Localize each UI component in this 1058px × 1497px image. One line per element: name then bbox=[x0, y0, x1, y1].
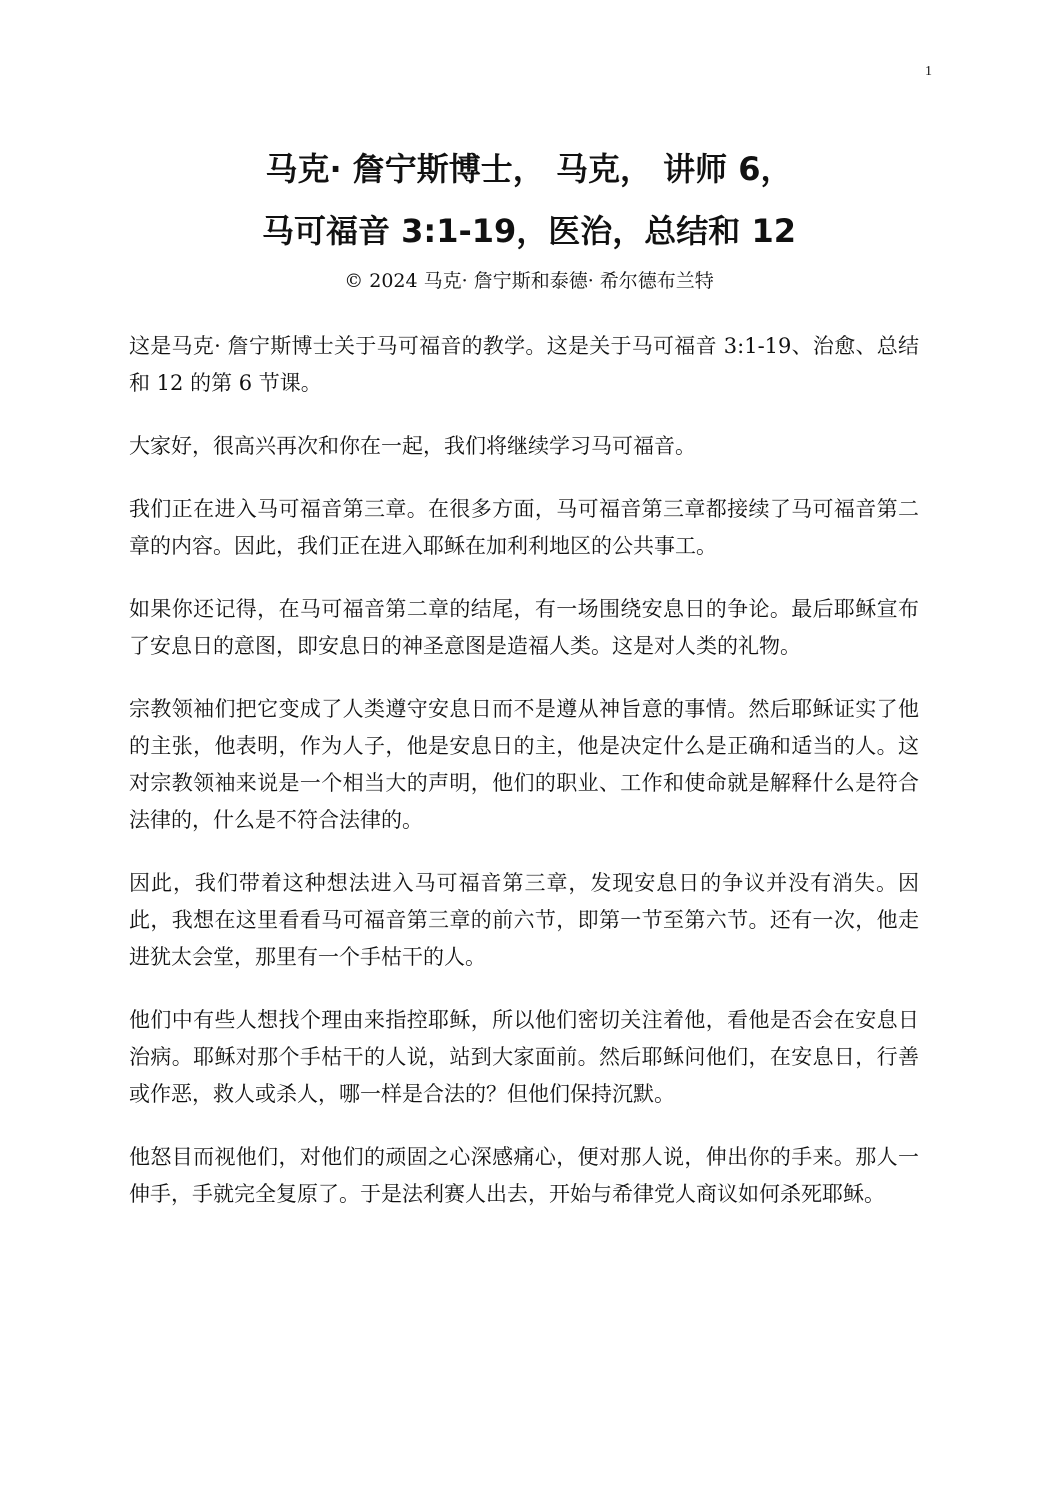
paragraph: 因此，我们带着这种想法进入马可福音第三章，发现安息日的争议并没有消失。因此，我想在这里看看马可福音第三章的前六节，即第一节至第六节。还有一次，他走进犹太会堂，那里有一个手枯干的人。 bbox=[129, 871, 919, 969]
paragraph: 如果你还记得，在马可福音第二章的结尾，有一场围绕安息日的争论。最后耶稣宣布了安息日的意图，即安息日的神圣意图是造福人类。这是对人类的礼物。 bbox=[129, 597, 919, 658]
copyright-notice: © 2024 马克· 詹宁斯和泰德· 希尔德布兰特 bbox=[344, 270, 714, 292]
paragraph: 他们中有些人想找个理由来指控耶稣，所以他们密切关注着他，看他是否会在安息日治病。耶稣对那个手枯干的人说，站到大家面前。然后耶稣问他们，在安息日，行善或作恶，救人或杀人，哪一样是合法的？但他们保持沉默。 bbox=[129, 1008, 919, 1106]
title-line-1: 马克· 詹宁斯博士， 马克， 讲师 6， bbox=[265, 150, 793, 188]
page-number: 1 bbox=[925, 64, 932, 79]
document-title bbox=[0, 138, 1058, 262]
paragraph: 宗教领袖们把它变成了人类遵守安息日而不是遵从神旨意的事情。然后耶稣证实了他的主张，他表明，作为人子，他是安息日的主，他是决定什么是正确和适当的人。这对宗教领袖来说是一个相当大的声明，他们的职业、工作和使命就是解释什么是符合法律的，什么是不符合法律的。 bbox=[129, 697, 919, 832]
body-text bbox=[129, 328, 919, 1239]
paragraph: 他怒目而视他们，对他们的顽固之心深感痛心，便对那人说，伸出你的手来。那人一伸手，手就完全复原了。于是法利赛人出去，开始与希律党人商议如何杀死耶稣。 bbox=[129, 1145, 919, 1206]
title-line-2: 马可福音 3:1-19，医治，总结和 12 bbox=[262, 212, 796, 250]
paragraph: 这是马克· 詹宁斯博士关于马可福音的教学。这是关于马可福音 3:1-19、治愈、总结和 12 的第 6 节课。 bbox=[129, 334, 919, 395]
paragraph: 大家好，很高兴再次和你在一起，我们将继续学习马可福音。 bbox=[129, 434, 696, 458]
paragraph: 我们正在进入马可福音第三章。在很多方面，马可福音第三章都接续了马可福音第二章的内容。因此，我们正在进入耶稣在加利利地区的公共事工。 bbox=[129, 497, 919, 558]
